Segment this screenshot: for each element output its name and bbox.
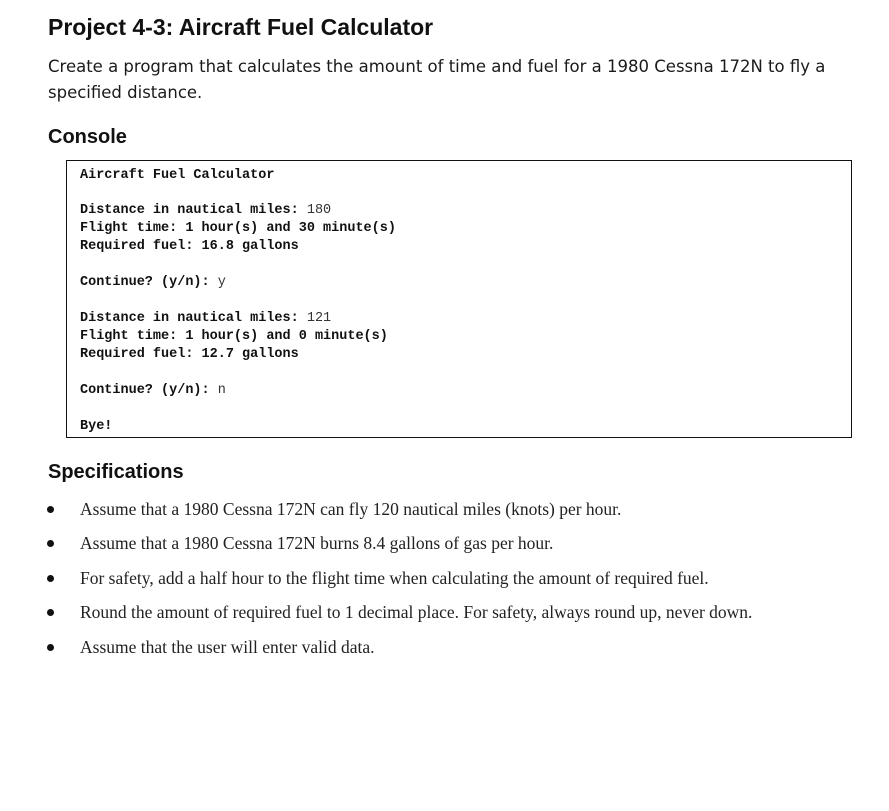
list-item xyxy=(0,630,889,664)
bullet-icon xyxy=(47,540,54,547)
console-app-title: Aircraft Fuel Calculator xyxy=(80,168,275,183)
specifications-list xyxy=(0,492,889,664)
console-required-fuel: Required fuel: 16.8 gallons xyxy=(80,239,299,254)
console-continue-input: y xyxy=(217,275,226,290)
bullet-icon xyxy=(47,644,54,651)
intro-paragraph: Create a program that calculates the amount of time and fuel for a 1980 Cessna 172N to fly a specified distance. xyxy=(48,57,826,102)
list-item xyxy=(0,526,889,560)
list-item xyxy=(0,595,889,629)
bullet-icon xyxy=(47,609,54,616)
console-continue-input: n xyxy=(217,383,226,398)
spec-text: Round the amount of required fuel to 1 decimal place. For safety, always round up, never down. xyxy=(80,602,753,623)
console-continue-line xyxy=(80,274,226,292)
console-continue-label: Continue? (y/n): xyxy=(80,275,218,290)
spec-text: For safety, add a half hour to the flight time when calculating the amount of required fuel. xyxy=(80,567,709,588)
list-item xyxy=(0,492,889,526)
page-title: Project 4-3: Aircraft Fuel Calculator xyxy=(48,14,434,40)
specifications-heading: Specifications xyxy=(48,461,184,483)
console-heading: Console xyxy=(48,126,127,148)
bullet-icon xyxy=(47,506,54,513)
console-distance-input: 180 xyxy=(306,203,332,218)
console-flight-time: Flight time: 1 hour(s) and 0 minute(s) xyxy=(80,329,388,344)
console-distance-label: Distance in nautical miles: xyxy=(80,311,307,326)
console-continue-label: Continue? (y/n): xyxy=(80,383,218,398)
spec-text: Assume that a 1980 Cessna 172N can fly 120 nautical miles (knots) per hour. xyxy=(80,499,622,519)
console-distance-line xyxy=(80,310,331,328)
console-continue-line xyxy=(80,382,226,400)
console-farewell: Bye! xyxy=(80,419,113,434)
console-distance-line xyxy=(80,202,331,220)
console-distance-label: Distance in nautical miles: xyxy=(80,203,307,218)
console-required-fuel: Required fuel: 12.7 gallons xyxy=(80,347,299,362)
bullet-icon xyxy=(47,575,54,582)
console-distance-input: 121 xyxy=(306,311,332,326)
console-output-box xyxy=(66,160,852,438)
spec-text: Assume that the user will enter valid data. xyxy=(80,636,375,657)
console-flight-time: Flight time: 1 hour(s) and 30 minute(s) xyxy=(80,221,396,236)
spec-text: Assume that a 1980 Cessna 172N burns 8.4 gallons of gas per hour. xyxy=(80,533,554,554)
list-item xyxy=(0,561,889,595)
